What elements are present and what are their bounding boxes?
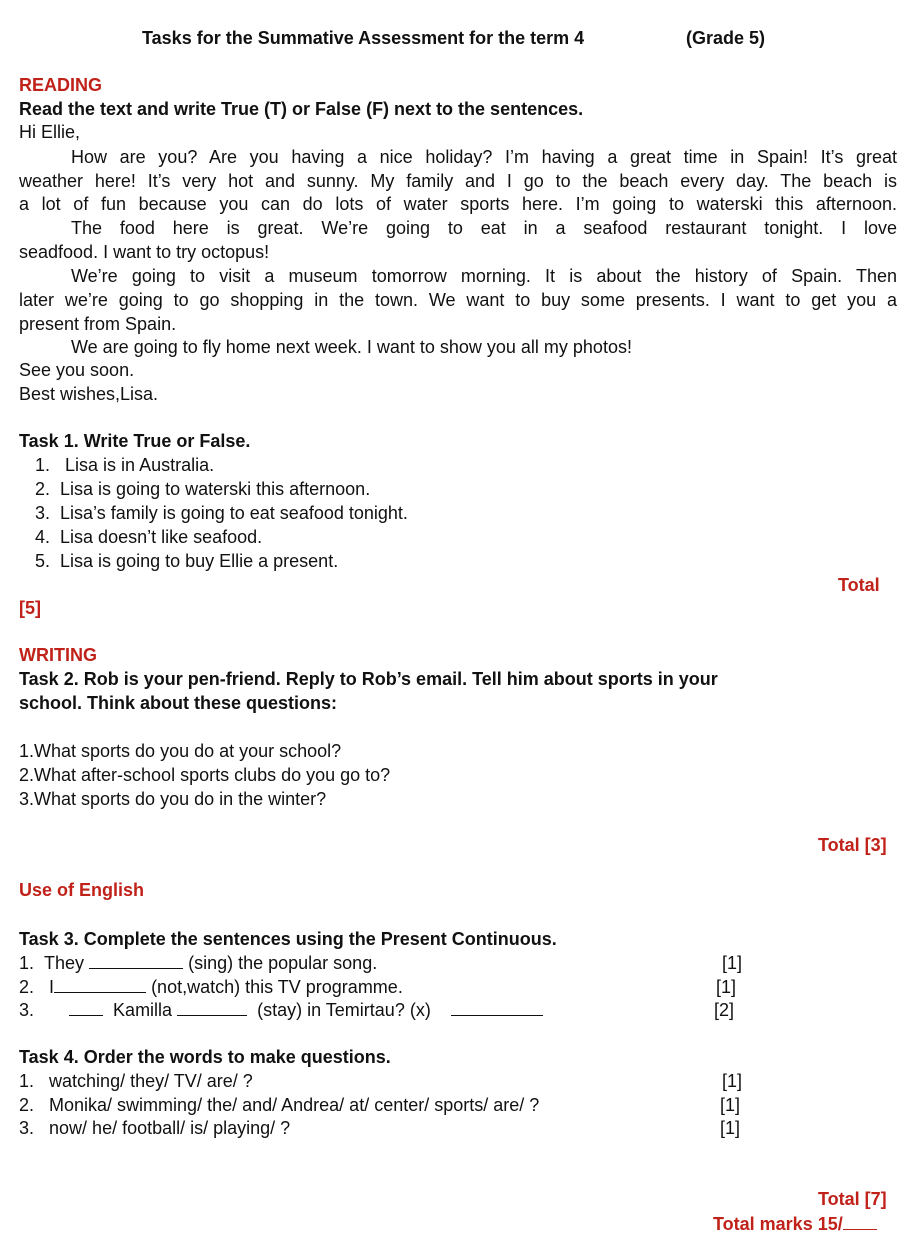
letter-line: weather here! It’s very hot and sunny. My family and I go to the beach every day. The beach is xyxy=(19,171,897,191)
task1-title: Task 1. Write True or False. xyxy=(19,431,251,451)
total-marks-blank[interactable] xyxy=(843,1213,877,1230)
task3-sentence: 1. They (sing) the popular song. xyxy=(19,953,378,973)
letter-line: later we’re going to go shopping in the town. We want to buy some presents. I want to get you a xyxy=(19,290,897,310)
answer-blank[interactable] xyxy=(89,952,183,969)
task1-item: 4. Lisa doesn’t like seafood. xyxy=(35,527,263,547)
answer-blank[interactable] xyxy=(451,999,543,1016)
worksheet-title: Tasks for the Summative Assessment for the term 4 xyxy=(142,28,585,48)
letter-line: We are going to fly home next week. I want to show you all my photos! xyxy=(71,337,632,357)
letter-line: How are you? Are you having a nice holiday? I’m having a great time in Spain! It’s great xyxy=(71,147,897,167)
writing-question: 1.What sports do you do at your school? xyxy=(19,741,342,761)
answer-blank[interactable] xyxy=(54,976,146,993)
task4-mark: [1] xyxy=(720,1118,741,1138)
task4-title: Task 4. Order the words to make questions. xyxy=(19,1047,391,1067)
task3-title: Task 3. Complete the sentences using the Present Continuous. xyxy=(19,929,557,949)
letter-line: seadfood. I want to try octopus! xyxy=(19,242,270,262)
task4-mark: [1] xyxy=(722,1071,743,1091)
total-marks: Total marks 15/ xyxy=(713,1213,877,1235)
task4-mark: [1] xyxy=(720,1095,741,1115)
task3-mark: [2] xyxy=(714,1000,735,1020)
letter-line: We’re going to visit a museum tomorrow morning. It is about the history of Spain. Then xyxy=(71,266,897,286)
task1-item: 2. Lisa is going to waterski this afternoon. xyxy=(35,479,371,499)
task2-line: Task 2. Rob is your pen-friend. Reply to Rob’s email. Tell him about sports in your xyxy=(19,669,718,689)
writing-total: Total [3] xyxy=(818,835,887,855)
letter-line: The food here is great. We’re going to eat in a seafood restaurant tonight. I love xyxy=(71,218,897,238)
task4-item: 3. now/ he/ football/ is/ playing/ ? xyxy=(19,1118,291,1138)
letter-line: present from Spain. xyxy=(19,314,177,334)
use-of-english-total: Total [7] xyxy=(818,1189,887,1209)
task4-item: 1. watching/ they/ TV/ are/ ? xyxy=(19,1071,253,1091)
reading-instruction: Read the text and write True (T) or False (F) next to the sentences. xyxy=(19,99,584,119)
grade-label: (Grade 5) xyxy=(686,28,766,48)
letter-line: a lot of fun because you can do lots of water sports here. I’m going to waterski this afternoon. xyxy=(19,194,897,214)
task3-mark: [1] xyxy=(722,953,743,973)
task2-line: school. Think about these questions: xyxy=(19,693,338,713)
task1-total-label: Total xyxy=(838,575,880,595)
task3-sentence: 2. I (not,watch) this TV programme. xyxy=(19,977,403,997)
reading-heading: READING xyxy=(19,75,103,95)
answer-blank[interactable] xyxy=(69,999,103,1016)
answer-blank[interactable] xyxy=(177,999,247,1016)
task4-item: 2. Monika/ swimming/ the/ and/ Andrea/ at/ center/ sports/ are/ ? xyxy=(19,1095,540,1115)
task1-item: 1. Lisa is in Australia. xyxy=(35,455,215,475)
task1-item: 3. Lisa’s family is going to eat seafood tonight. xyxy=(35,503,408,523)
writing-heading: WRITING xyxy=(19,645,97,665)
task1-total-mark: [5] xyxy=(19,598,41,618)
writing-question: 3.What sports do you do in the winter? xyxy=(19,789,327,809)
task3-sentence: 3. Kamilla (stay) in Temirtau? (x) xyxy=(19,999,543,1021)
letter-signoff: Best wishes,Lisa. xyxy=(19,384,159,404)
letter-closing: See you soon. xyxy=(19,360,135,380)
writing-question: 2.What after-school sports clubs do you go to? xyxy=(19,765,391,785)
task3-mark: [1] xyxy=(716,977,737,997)
letter-greeting: Hi Ellie, xyxy=(19,122,81,142)
task1-item: 5. Lisa is going to buy Ellie a present. xyxy=(35,551,339,571)
use-of-english-heading: Use of English xyxy=(19,880,145,900)
